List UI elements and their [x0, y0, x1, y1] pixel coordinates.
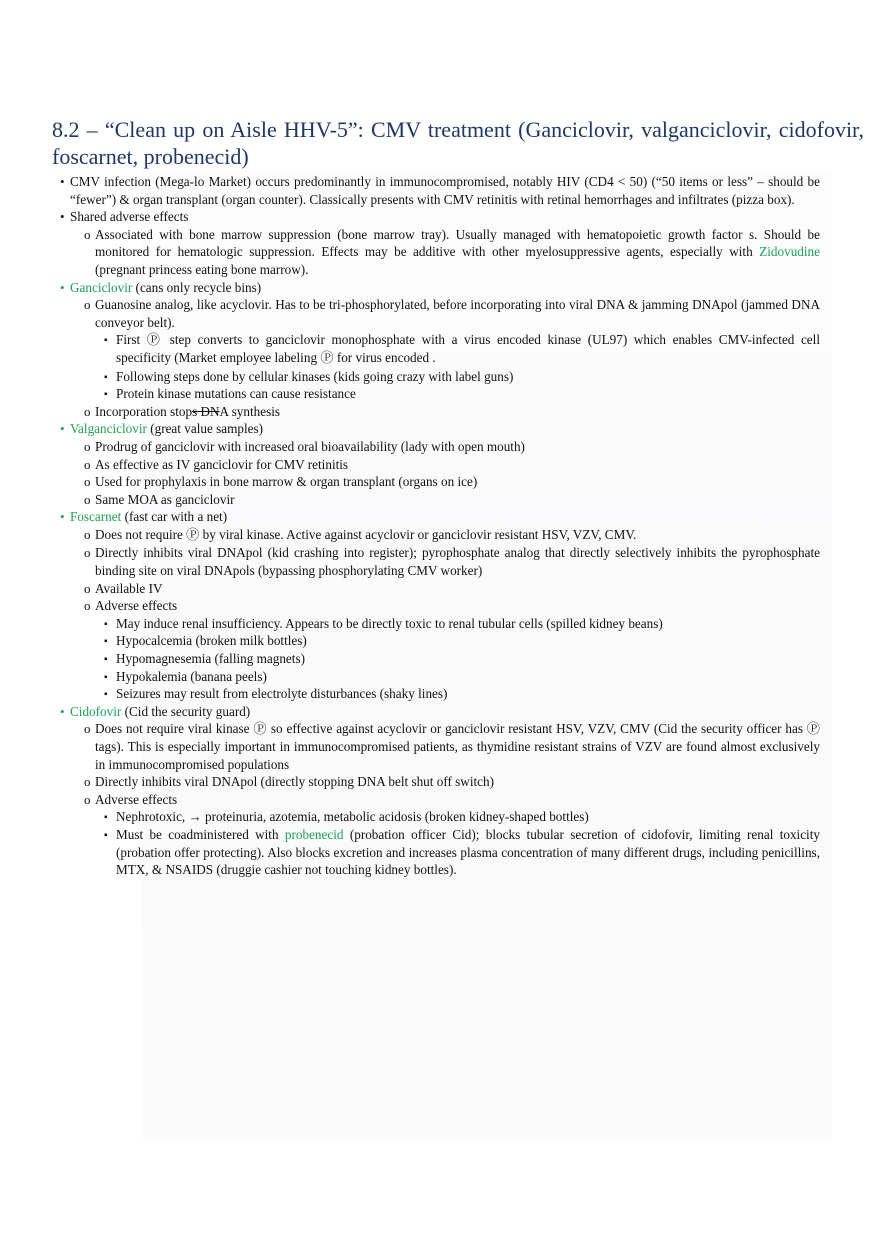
gan-1a-text: First Ⓟ step converts to ganciclovir monophosphate with a virus encoded kinase (UL97) which enables CMV-infected cell specificity (Market employee labeling Ⓟ for virus encoded . — [116, 332, 820, 365]
cid-3b-suffix: (probation officer Cid); blocks tubular secretion of cidofovir, limiting renal toxicity (probation offer protecting). Also blocks excretion and increases plasma concentration of many different drugs, including penicillins, MTX, & NSAIDS (druggie cashier not touching kidney bottles). — [116, 826, 820, 878]
sub-marker: o — [84, 545, 91, 561]
fos-1-text: Does not require Ⓟ by viral kinase. Active against acyclovir or ganciclovir resistant HSV, VZV, CMV. — [95, 526, 637, 542]
list-item-shared-1 — [58, 226, 820, 279]
list-item-ganciclovir — [58, 279, 820, 297]
list-item-fos-1 — [58, 526, 820, 544]
sub-marker: o — [84, 438, 91, 454]
cid-3-text: Adverse effects — [95, 791, 178, 807]
list-item-gan-2 — [58, 403, 820, 421]
sub-marker: o — [84, 721, 91, 737]
valganciclovir-description: (great value samples) — [146, 421, 263, 437]
square-marker: ▪ — [104, 335, 108, 347]
list-item-gan-1a — [58, 331, 820, 366]
drug-name-foscarnet: Foscarnet — [70, 509, 122, 525]
fos-2-text: Directly inhibits viral DNApol (kid crashing into register); pyrophosphate analog that directly selectively inhibits the pyrophosphate binding site on viral DNApols (bypassing phosphorylating CMV worker) — [95, 545, 820, 579]
sub-marker: o — [84, 491, 91, 507]
bullet-marker: • — [60, 509, 65, 525]
intro-text: CMV infection (Mega-lo Market) occurs predominantly in immunocompromised, notably HIV (CD4 < 50) (“50 items or less” – should be “fewer”) & organ transplant (organ counter). Classically presents with CMV retinitis with retinal hemorrhages and infiltrates (pizza box). — [70, 174, 820, 207]
list-item-val-2 — [58, 456, 820, 474]
val-4-text: Same MOA as ganciclovir — [95, 491, 235, 507]
list-item-gan-1b — [58, 368, 820, 386]
list-item-fos-4e — [58, 685, 820, 703]
val-2-text: As effective as IV ganciclovir for CMV retinitis — [95, 456, 349, 472]
list-item-intro — [58, 173, 820, 208]
sub-marker: o — [84, 474, 91, 490]
cid-2-text: Directly inhibits viral DNApol (directly stopping DNA belt shut off switch) — [95, 774, 494, 790]
gan-1-text: Guanosine analog, like acyclovir. Has to be tri-phosphorylated, before incorporating into viral DNA & jamming DNApol (jammed DNA conveyor belt). — [95, 297, 820, 330]
list-item-fos-3 — [58, 580, 820, 598]
list-item-fos-4 — [58, 597, 820, 615]
foscarnet-description: (fast car with a net) — [121, 509, 228, 525]
gan-2-text: Incorporation stop — [95, 403, 193, 419]
list-item-foscarnet — [58, 508, 820, 526]
square-marker: ▪ — [104, 389, 108, 401]
square-marker: ▪ — [104, 654, 108, 666]
list-item-fos-4a — [58, 615, 820, 633]
gan-1c-text: Protein kinase mutations can cause resistance — [116, 386, 356, 402]
list-item-fos-4c — [58, 650, 820, 668]
list-item-shared-adverse — [58, 208, 820, 226]
list-item-cid-3b — [58, 826, 820, 879]
section-heading: 8.2 – “Clean up on Aisle HHV-5”: CMV treatment (Ganciclovir, valganciclovir, cidofovir, foscarnet, probenecid) — [52, 117, 864, 169]
list-item-gan-1 — [58, 296, 820, 331]
fos-4a-text: May induce renal insufficiency. Appears to be directly toxic to renal tubular cells (spilled kidney beans) — [116, 615, 663, 631]
fos-4-text: Adverse effects — [95, 598, 178, 614]
fos-4c-text: Hypomagnesemia (falling magnets) — [116, 651, 305, 667]
shared-adverse-heading: Shared adverse effects — [70, 209, 189, 225]
list-item-val-4 — [58, 491, 820, 509]
gan-2-struck-text: s DN — [192, 403, 220, 419]
list-item-cid-1 — [58, 720, 820, 773]
sub-marker: o — [84, 526, 91, 542]
drug-name-ganciclovir: Ganciclovir — [70, 279, 133, 295]
drug-name-zidovudine: Zidovudine — [759, 244, 820, 260]
list-item-fos-4d — [58, 668, 820, 686]
sub-marker: o — [84, 403, 91, 419]
cid-1-text: Does not require viral kinase Ⓟ so effective against acyclovir or ganciclovir resistant HSV, VZV, CMV (Cid the security officer has Ⓟ tags). This is especially important in immunocompromised patients, as thymidine resistant strains of VZV are found almost exclusively in immunocompromised populations — [95, 721, 820, 772]
square-marker: ▪ — [104, 636, 108, 648]
val-3-text: Used for prophylaxis in bone marrow & organ transplant (organs on ice) — [95, 474, 478, 490]
cidofovir-description: (Cid the security guard) — [121, 703, 251, 719]
list-item-gan-1c — [58, 385, 820, 403]
list-item-cid-3a — [58, 808, 820, 826]
fos-4e-text: Seizures may result from electrolyte disturbances (shaky lines) — [116, 686, 448, 702]
cid-3b-text: Must be coadministered with — [116, 826, 285, 842]
fos-4d-text: Hypokalemia (banana peels) — [116, 668, 267, 684]
fos-3-text: Available IV — [95, 580, 163, 596]
list-item-val-3 — [58, 473, 820, 491]
ganciclovir-description: (cans only recycle bins) — [132, 279, 262, 295]
sub-marker: o — [84, 226, 91, 242]
val-1-text: Prodrug of ganciclovir with increased oral bioavailability (lady with open mouth) — [95, 438, 525, 454]
notes-body — [58, 173, 820, 879]
bullet-marker: • — [60, 279, 65, 295]
list-item-valganciclovir — [58, 420, 820, 438]
list-item-fos-4b — [58, 632, 820, 650]
drug-name-probenecid: probenecid — [284, 826, 344, 842]
square-marker: ▪ — [104, 812, 108, 824]
list-item-fos-2 — [58, 544, 820, 579]
gan-2-suffix: A synthesis — [219, 403, 280, 419]
bullet-marker: • — [60, 421, 65, 437]
drug-name-valganciclovir: Valganciclovir — [70, 421, 147, 437]
gan-1b-text: Following steps done by cellular kinases (kids going crazy with label guns) — [116, 368, 514, 384]
bullet-marker: • — [60, 174, 65, 189]
square-marker: ▪ — [104, 671, 108, 683]
drug-name-cidofovir: Cidofovir — [70, 703, 122, 719]
cid-3a-text: Nephrotoxic, → proteinuria, azotemia, metabolic acidosis (broken kidney-shaped bottles) — [116, 809, 589, 825]
list-item-cid-3 — [58, 791, 820, 809]
list-item-val-1 — [58, 438, 820, 456]
bullet-marker: • — [60, 703, 65, 719]
sub-marker: o — [84, 598, 91, 614]
sub-marker: o — [84, 774, 91, 790]
square-marker: ▪ — [104, 618, 108, 630]
list-item-cid-2 — [58, 773, 820, 791]
list-item-cidofovir — [58, 703, 820, 721]
square-marker: ▪ — [104, 689, 108, 701]
sub-marker: o — [84, 456, 91, 472]
shared-1-suffix: (pregnant princess eating bone marrow). — [95, 261, 309, 277]
sub-marker: o — [84, 297, 91, 313]
shared-1-text: Associated with bone marrow suppression (bone marrow tray). Usually managed with hematopoietic growth factor s. Should be monitored for hematologic suppression. Effects may be additive with other myelosuppressive agents, especially with — [95, 226, 820, 260]
sub-marker: o — [84, 580, 91, 596]
sub-marker: o — [84, 791, 91, 807]
bullet-marker: • — [60, 209, 65, 225]
fos-4b-text: Hypocalcemia (broken milk bottles) — [116, 633, 307, 649]
square-marker: ▪ — [104, 371, 108, 383]
square-marker: ▪ — [104, 829, 108, 841]
